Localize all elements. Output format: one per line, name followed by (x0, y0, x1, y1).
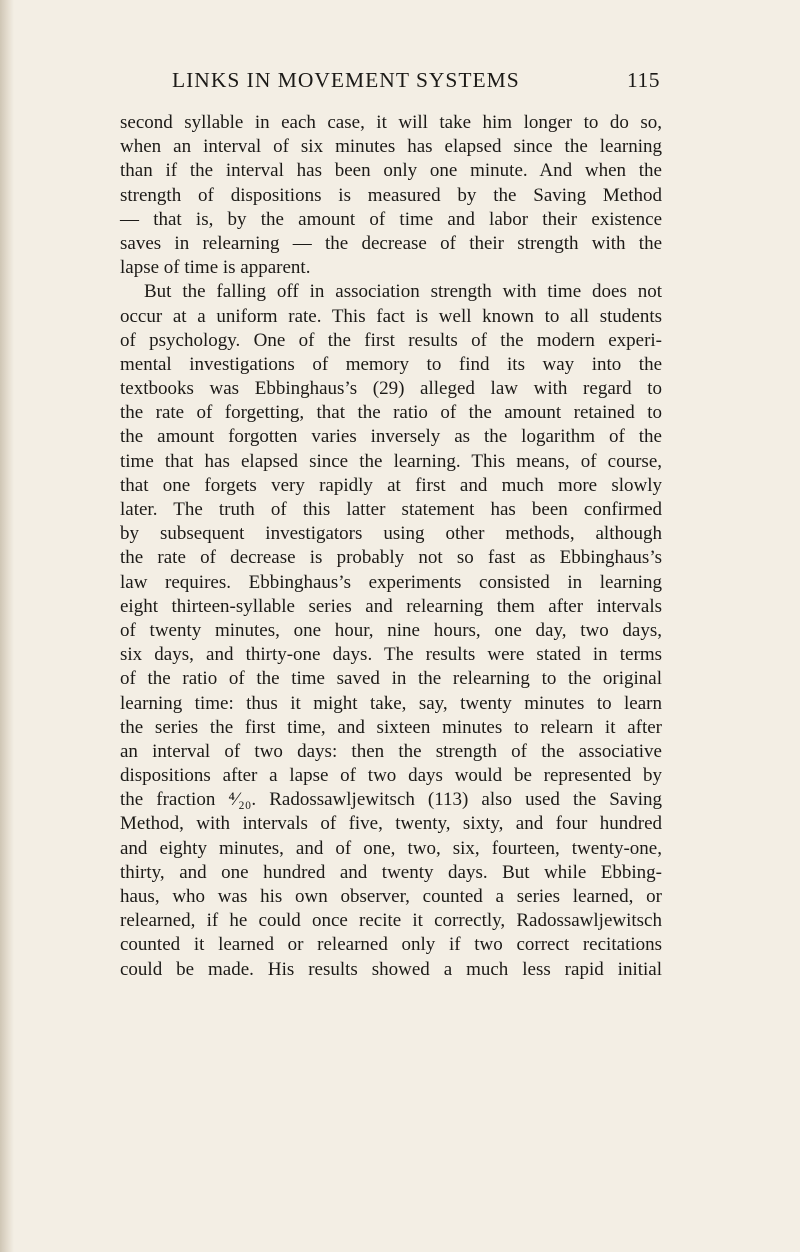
text-line: saves in relearning — the decrease of their strength with the (120, 232, 662, 254)
text-line: relearned, if he could once recite it correctly, Radossawljewitsch (120, 910, 662, 932)
text-line: later. The truth of this latter statement has been confirmed (120, 499, 662, 520)
text-line: an interval of two days: then the strength of the associative (120, 740, 662, 762)
text-line: strength of dispositions is measured by the Saving Method (120, 184, 662, 206)
text-line: haus, who was his own observer, counted a series learned, or (120, 886, 662, 907)
text-line: six days, and thirty-one days. The results were stated in terms (120, 644, 662, 666)
text-line: second syllable in each case, it will take him longer to do so, (120, 112, 662, 133)
body-text (120, 111, 662, 982)
text-line: lapse of time is apparent. (120, 257, 311, 279)
text-line: the amount forgotten varies inversely as the logarithm of the (120, 426, 662, 448)
text-line: of twenty minutes, one hour, nine hours, one day, two days, (120, 619, 662, 641)
page-binding-edge (0, 0, 14, 1252)
text-line: the rate of decrease is probably not so fast as Ebbinghaus’s (120, 547, 662, 569)
text-line: textbooks was Ebbinghaus’s (29) alleged law with regard to (120, 378, 662, 400)
text-line: — that is, by the amount of time and labor their existence (120, 208, 662, 230)
text-line: law requires. Ebbinghaus’s experiments consisted in learning (120, 571, 662, 593)
text-line: occur at a uniform rate. This fact is well known to all students (120, 305, 662, 327)
page-header (172, 68, 660, 93)
page-number: 115 (627, 68, 660, 92)
text-line: dispositions after a lapse of two days would be represented by (120, 765, 662, 787)
text-line: Method, with intervals of five, twenty, sixty, and four hundred (120, 813, 662, 835)
text-line: thirty, and one hundred and twenty days. But while Ebbing- (120, 861, 662, 883)
running-head: LINKS IN MOVEMENT SYSTEMS (172, 68, 520, 92)
text-line: of psychology. One of the first results of the modern experi- (120, 329, 662, 351)
text-line: and eighty minutes, and of one, two, six, fourteen, twenty-one, (120, 837, 662, 859)
text-line: than if the interval has been only one minute. And when the (120, 160, 662, 182)
text-line: the fraction ⁴⁄₂₀. Radossawljewitsch (113) also used the Saving (120, 789, 662, 811)
text-line: that one forgets very rapidly at first and much more slowly (120, 474, 662, 496)
text-line: the rate of forgetting, that the ratio of the amount retained to (120, 402, 662, 424)
text-line: when an interval of six minutes has elapsed since the learning (120, 136, 662, 158)
text-line: But the falling off in association strength with time does not (144, 281, 662, 303)
text-line: of the ratio of the time saved in the relearning to the original (120, 668, 662, 690)
text-line: mental investigations of memory to find its way into the (120, 353, 662, 375)
text-line: by subsequent investigators using other methods, although (120, 523, 662, 545)
text-line: time that has elapsed since the learning. This means, of course, (120, 450, 662, 472)
text-line: eight thirteen-syllable series and relearning them after intervals (120, 595, 662, 617)
text-line: could be made. His results showed a much less rapid initial (120, 958, 662, 980)
text-line: counted it learned or relearned only if two correct recitations (120, 934, 662, 956)
text-line: the series the first time, and sixteen minutes to relearn it after (120, 716, 662, 738)
text-line: learning time: thus it might take, say, twenty minutes to learn (120, 692, 662, 714)
